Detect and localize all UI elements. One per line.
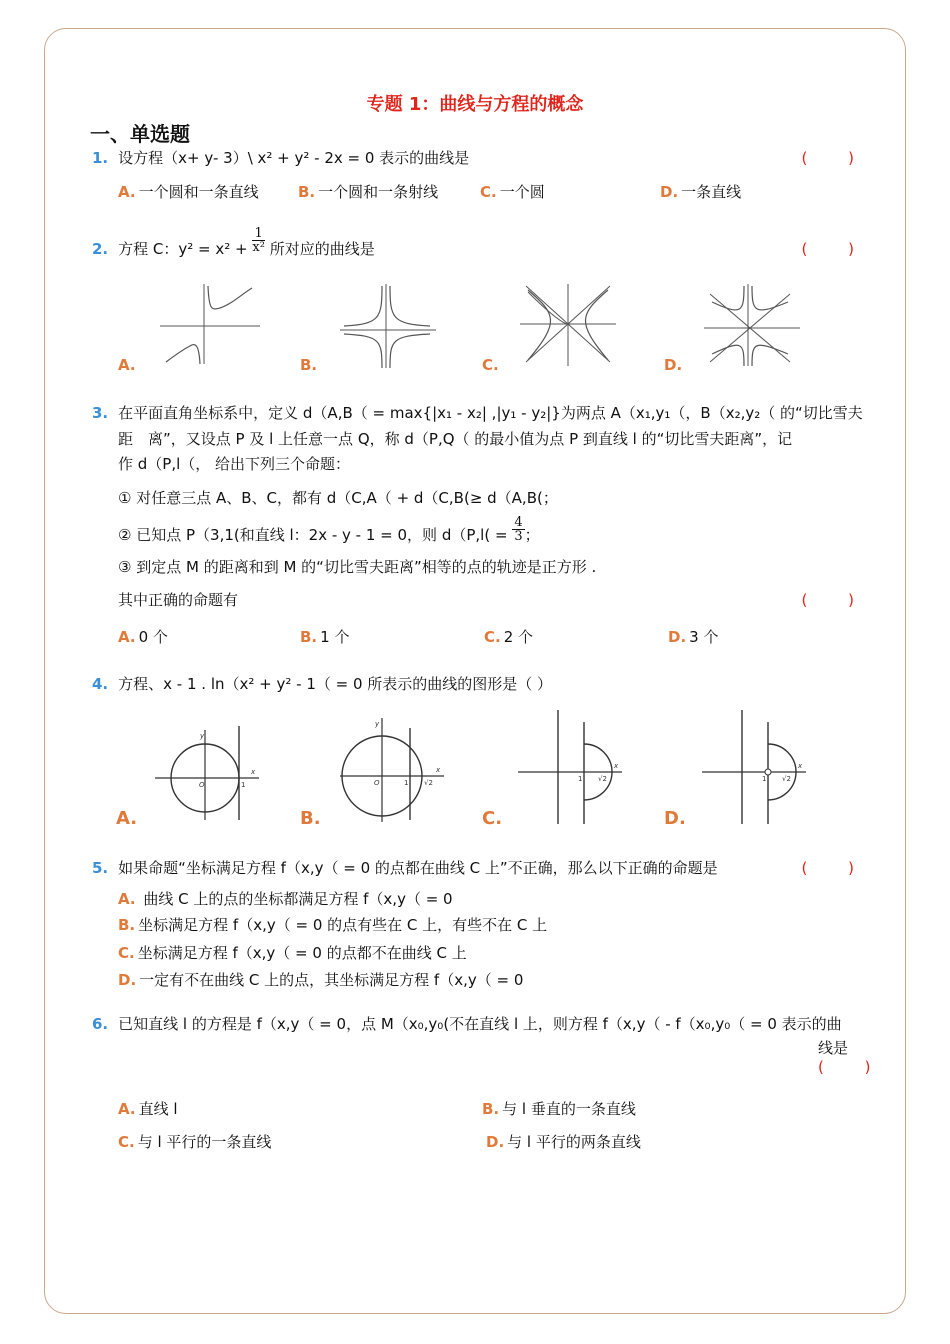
option-text: 与 l 平行的两条直线 [507, 1133, 641, 1151]
option-b[interactable] [300, 626, 349, 647]
statement-2-end: ； [524, 526, 540, 544]
option-c[interactable] [118, 1131, 271, 1152]
option-text: 与 l 平行的一条直线 [137, 1133, 272, 1151]
option-d[interactable]: D. [664, 808, 686, 829]
question-text: 方程、x - 1 . ln（x² + y² - 1（ = 0 所表示的曲线的图形是（ ） [118, 675, 553, 693]
option-letter: D. [668, 628, 687, 646]
fraction-denominator: 3 [514, 529, 523, 544]
section-heading: 一、单选题 [90, 122, 190, 146]
option-letter: A. [118, 890, 136, 908]
option-text: 与 l 垂直的一条直线 [502, 1100, 636, 1118]
answer-paren: ( ) [801, 591, 872, 609]
graph-2d [704, 282, 804, 368]
option-a[interactable]: A. [118, 356, 136, 374]
option-text: 一条直线 [681, 183, 742, 201]
question-3-prompt [118, 589, 872, 611]
option-a[interactable] [118, 626, 168, 647]
question-text: 设方程（x+ y- 3）\ x² + y² - 2x = 0 表示的曲线是 [118, 149, 470, 167]
graph-4a [155, 722, 265, 822]
answer-paren: ( ) [801, 149, 872, 167]
axis-x-label: x [798, 762, 803, 770]
option-letter: D. [660, 183, 679, 201]
question-number: 6. [92, 1015, 109, 1033]
axis-y-label: y [375, 720, 380, 728]
option-text: 一个圆和一条射线 [318, 183, 439, 201]
option-letter: C. [118, 944, 135, 962]
tick-label: 1 [578, 775, 583, 783]
question-text-line3: 作 d（P,l（， 给出下列三个命题： [118, 455, 351, 473]
answer-paren: ( ) [818, 1058, 889, 1076]
option-d[interactable]: D. [664, 356, 683, 374]
option-letter: A. [118, 183, 136, 201]
question-3 [92, 402, 872, 425]
option-c[interactable] [484, 626, 533, 647]
question-1 [92, 147, 872, 170]
option-b[interactable]: B. [300, 808, 321, 829]
option-letter: A. [118, 1100, 136, 1118]
tick-label-root2: √2 [598, 775, 607, 783]
tick-label: 1 [404, 779, 409, 787]
graph-4b [340, 714, 450, 824]
tick-label-root2: √2 [782, 775, 791, 783]
axis-x-label: x [436, 766, 441, 774]
option-a[interactable] [118, 888, 453, 910]
option-text: 1 个 [320, 628, 350, 646]
option-a[interactable] [118, 1098, 178, 1119]
question-text: 方程 C：y² = x² + [118, 240, 248, 258]
option-a[interactable] [118, 181, 259, 202]
question-number: 3. [92, 404, 109, 422]
question-5 [92, 857, 872, 880]
question-text: 如果命题“坐标满足方程 f（x,y（ = 0 的点都在曲线 C 上”不正确，那么以下正确的命题是 [118, 859, 718, 877]
question-number: 5. [92, 859, 109, 877]
option-b[interactable]: B. [300, 356, 318, 374]
option-text: 2 个 [503, 628, 534, 646]
origin-label: O [199, 781, 205, 789]
option-letter: A. [118, 628, 136, 646]
question-text: 在平面直角坐标系中，定义 d（A,B（ = max{|x₁ - x₂| ,|y₁ - y₂|}为两点 A（x₁,y₁（，B（x₂,y₂（ 的“切比雪夫 [118, 404, 863, 422]
tick-label-root2: √2 [424, 779, 433, 787]
option-c[interactable] [118, 942, 467, 964]
statement-2-text: ② 已知点 P（3,1(和直线 l：2x - y - 1 = 0，则 d（P,l( = [118, 526, 508, 544]
option-letter: B. [298, 183, 316, 201]
option-text: 直线 l [138, 1100, 178, 1118]
question-number: 2. [92, 240, 109, 258]
option-text: 坐标满足方程 f（x,y（ = 0 的点有些在 C 上，有些不在 C 上 [138, 916, 548, 934]
question-text: 已知直线 l 的方程是 f（x,y（ = 0，点 M（x₀,y₀(不在直线 l 上，则方程 f（x,y（ - f（x₀,y₀（ = 0 表示的曲 [118, 1015, 842, 1033]
option-text: 一定有不在曲线 C 上的点，其坐标满足方程 f（x,y（ = 0 [139, 971, 524, 989]
option-text: 一个圆 [499, 183, 545, 201]
option-text: 曲线 C 上的点的坐标都满足方程 f（x,y（ = 0 [143, 890, 453, 908]
fraction-numerator: 1 [252, 227, 265, 241]
graph-4d [702, 708, 812, 826]
option-d[interactable] [660, 181, 741, 202]
option-text: 一个圆和一条直线 [138, 183, 259, 201]
graph-4c [518, 708, 628, 826]
option-d[interactable] [486, 1131, 641, 1152]
statement-3: ③ 到定点 M 的距离和到 M 的“切比雪夫距离”相等的点的轨迹是正方形 . [118, 558, 597, 576]
page-title: 专题 1：曲线与方程的概念 [366, 94, 584, 115]
fraction-numerator: 4 [514, 515, 523, 530]
option-letter: C. [118, 1133, 135, 1151]
option-b[interactable] [482, 1098, 636, 1119]
question-2 [92, 226, 872, 261]
statement-2 [118, 515, 540, 546]
fraction [512, 516, 524, 543]
statement-1: ① 对任意三点 A、B、C，都有 d（C,A（ + d（C,B(≥ d（A,B(； [118, 489, 558, 507]
answer-paren: ( ) [801, 240, 872, 258]
option-letter: B. [118, 916, 136, 934]
axis-y-label: y [200, 732, 205, 740]
origin-label: O [374, 779, 380, 787]
option-letter: D. [118, 971, 137, 989]
answer-paren: ( ) [801, 859, 872, 877]
graph-2c [520, 282, 620, 368]
question-4 [92, 673, 872, 696]
graph-2b [340, 280, 440, 370]
option-letter: C. [484, 628, 501, 646]
question-text-after: 所对应的曲线是 [269, 240, 375, 258]
question-text-line2: 线是 [818, 1039, 849, 1057]
option-text: 0 个 [138, 628, 168, 646]
question-number: 4. [92, 675, 109, 693]
question-6 [92, 1013, 872, 1036]
fraction-denominator: x² [252, 240, 265, 255]
option-d[interactable] [668, 626, 718, 647]
option-letter: B. [300, 628, 318, 646]
tick-label: 1 [241, 781, 246, 789]
option-letter: C. [480, 183, 497, 201]
page-frame [44, 28, 906, 1314]
tick-label: 1 [762, 775, 767, 783]
option-c[interactable]: C. [482, 808, 503, 829]
option-letter: D. [486, 1133, 505, 1151]
option-text: 3 个 [689, 628, 719, 646]
axis-x-label: x [614, 762, 619, 770]
option-c[interactable]: C. [482, 356, 499, 374]
graph-2a [160, 276, 264, 366]
fraction [252, 227, 265, 254]
option-d[interactable] [118, 969, 523, 991]
option-b[interactable] [118, 914, 547, 936]
question-number: 1. [92, 149, 109, 167]
prompt-text: 其中正确的命题有 [118, 591, 239, 609]
axis-x-label: x [251, 768, 256, 776]
option-letter: B. [482, 1100, 500, 1118]
option-c[interactable] [480, 181, 545, 202]
option-a[interactable]: A. [116, 808, 138, 829]
option-b[interactable] [298, 181, 438, 202]
option-text: 坐标满足方程 f（x,y（ = 0 的点都不在曲线 C 上 [137, 944, 467, 962]
question-text-line2: 距 离”，又设点 P 及 l 上任意一点 Q，称 d（P,Q（ 的最小值为点 P 到直线 l 的“切比雪夫距离”，记 [118, 430, 793, 448]
